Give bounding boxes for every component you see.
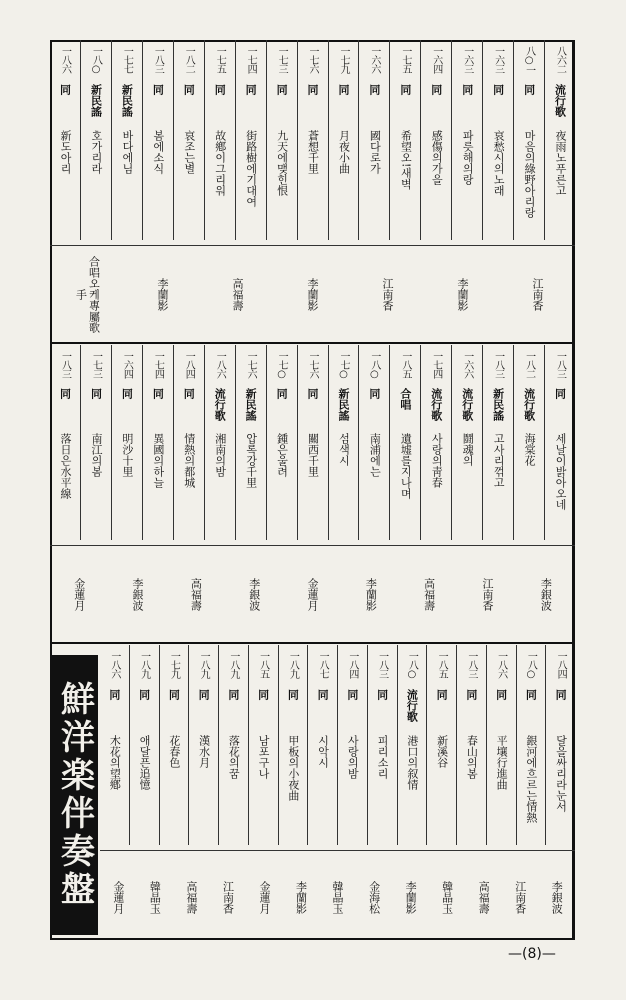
record-entry [307, 645, 337, 845]
artist-name: 李蘭影 [156, 278, 169, 311]
record-genre: 同 [429, 84, 443, 95]
section-title-block [52, 655, 98, 935]
record-number: 一七五 [214, 46, 226, 73]
record-genre: 同 [182, 387, 196, 399]
record-number: 一六三 [461, 46, 473, 73]
song-title: 夜雨노푸른고 [554, 130, 568, 196]
record-entry [129, 645, 159, 845]
artist-name: 高福壽 [184, 880, 198, 914]
song-title: 봄에소식 [151, 130, 165, 174]
artist-name: 韓晶玉 [148, 880, 162, 914]
song-title: 세날이밝아오네 [554, 432, 568, 510]
band-divider [50, 642, 575, 644]
record-entry [367, 645, 397, 845]
record-number: 一六四 [430, 46, 442, 73]
record-band-1 [50, 40, 575, 340]
record-number: 一八○ [406, 651, 418, 679]
record-entry [482, 40, 513, 240]
artist-name: 金蓮月 [306, 578, 320, 611]
song-title: 시악시 [316, 735, 330, 768]
record-genre: 同 [89, 387, 103, 399]
record-number: 一六三 [492, 46, 504, 73]
artist-name: 李蘭影 [306, 278, 319, 311]
record-number: 一七四 [430, 351, 442, 378]
record-number: 一七五 [399, 46, 411, 73]
record-number: 一八五 [257, 651, 269, 678]
song-title: 港口의叙情 [405, 735, 419, 790]
record-genre: 同 [197, 689, 211, 700]
record-genre: 同 [336, 84, 350, 95]
record-entry [111, 40, 142, 240]
record-number: 一七三 [90, 351, 102, 378]
record-entry [235, 345, 266, 540]
record-genre: 同 [367, 84, 381, 95]
record-number: 一八三 [376, 651, 388, 678]
song-title: 南江의봄 [89, 432, 103, 477]
record-number: 一八六 [108, 651, 120, 678]
record-number: 一七○ [276, 351, 288, 379]
record-entry [420, 345, 451, 540]
artist-name: 江南香 [513, 880, 527, 914]
record-number: 一八三 [465, 651, 477, 678]
record-entry [513, 40, 544, 240]
page-number: —(8)— [508, 946, 556, 962]
song-title: 달을싸리라눈서 [554, 735, 568, 812]
record-number: 一八四 [555, 651, 567, 678]
artist-name: 金蓮月 [257, 880, 271, 914]
record-number: 一八九 [138, 651, 150, 678]
record-entry [420, 40, 451, 240]
record-genre: 新民謠 [491, 387, 505, 421]
record-entry [328, 40, 359, 240]
song-title: 湘南의밤 [213, 432, 227, 477]
record-entry [297, 345, 328, 540]
record-number: 一七六 [245, 351, 257, 378]
artist-name: 高福壽 [231, 278, 244, 311]
song-title: 落日은水平線 [59, 432, 73, 499]
record-number: 八六二 [554, 46, 566, 73]
record-entry [248, 645, 278, 845]
record-genre: 同 [137, 689, 151, 700]
record-number: 一七六 [307, 46, 319, 73]
record-number: 一八七 [317, 651, 329, 678]
record-entry [204, 345, 235, 540]
song-title: 바다에님 [120, 130, 134, 174]
record-entry [100, 645, 129, 845]
artist-name: 韓晶玉 [440, 880, 454, 914]
record-entry [328, 345, 359, 540]
record-number: 一七九 [337, 46, 349, 73]
record-genre: 同 [306, 84, 320, 95]
song-title: 蒼想千里 [306, 130, 320, 174]
record-genre: 新民謠 [120, 84, 134, 117]
record-number: 一七七 [121, 46, 133, 73]
record-entry [545, 645, 575, 845]
artist-name: 高福壽 [477, 880, 491, 914]
record-genre: 同 [151, 84, 165, 95]
record-entry [426, 645, 456, 845]
record-number: 一八三 [152, 46, 164, 73]
record-entry [337, 645, 367, 845]
record-entry [278, 645, 308, 845]
artist-name: 江南香 [481, 578, 494, 611]
record-genre: 同 [286, 689, 300, 700]
song-title: 遺墟를지나며 [399, 432, 413, 499]
record-number: 一八六 [495, 651, 507, 678]
record-genre: 同 [524, 689, 538, 700]
artist-name: 李蘭影 [364, 578, 378, 611]
section-title: 鮮洋楽伴奏盤 [54, 681, 95, 909]
artist-name: 江南香 [381, 278, 394, 311]
record-entry [456, 645, 486, 845]
record-genre: 同 [398, 84, 412, 95]
record-entry [358, 345, 389, 540]
record-number: 一八六 [59, 46, 71, 73]
song-title: 마음의綠野아리랑 [523, 130, 537, 218]
artist-name: 江南香 [531, 278, 544, 311]
song-title: 感傷의가을 [430, 130, 444, 185]
record-genre: 同 [256, 689, 270, 700]
record-entry [544, 40, 575, 240]
song-title: 고사리꺾고 [492, 432, 506, 488]
song-title: 故鄕이그리워 [213, 130, 227, 196]
artist-name: 李銀波 [131, 578, 145, 611]
song-title: 春山의봄 [465, 735, 479, 779]
song-title: 애달픈追憶 [138, 735, 152, 790]
record-entry [80, 40, 111, 240]
record-entry [266, 345, 297, 540]
record-entry [389, 345, 420, 540]
record-number: 八○一 [523, 46, 535, 74]
record-entry [544, 345, 575, 540]
record-number: 一七六 [307, 351, 319, 378]
record-band-3 [100, 645, 575, 940]
record-genre: 新民謠 [244, 387, 258, 421]
record-number: 一六四 [121, 351, 133, 378]
song-title: 南浦에는 [368, 432, 382, 477]
song-title: 明沙十里 [120, 432, 134, 477]
artist-name: 高福壽 [422, 578, 436, 611]
record-genre: 新民謠 [336, 387, 350, 421]
record-genre: 流行歌 [405, 689, 419, 722]
song-title: 甲板의小夜曲 [286, 735, 300, 801]
song-title: 피리소리 [376, 735, 390, 779]
record-number: 一八九 [227, 651, 239, 678]
record-genre: 同 [120, 387, 134, 399]
song-title: 鍾은울려 [275, 432, 289, 477]
record-entry [266, 40, 297, 240]
song-title: 月夜小曲 [337, 130, 351, 174]
record-genre: 同 [316, 689, 330, 700]
record-genre: 同 [375, 689, 389, 700]
song-title: 漢水月 [197, 735, 211, 768]
song-title: 九天에맺힌恨 [275, 130, 289, 196]
song-title: 海棠花 [523, 432, 537, 466]
record-number: 一六六 [461, 351, 473, 378]
record-genre: 同 [182, 84, 196, 95]
record-genre: 同 [464, 689, 478, 700]
artist-name: 金蓮月 [111, 880, 125, 914]
record-entry [159, 645, 189, 845]
song-title: 파릇해의랑 [461, 130, 475, 185]
song-title: 新溪谷 [435, 735, 449, 768]
record-entry [451, 40, 482, 240]
song-title: 新도아리 [59, 130, 73, 174]
record-genre: 流行歌 [213, 387, 227, 421]
record-genre: 同 [554, 689, 568, 700]
record-number: 一八九 [287, 651, 299, 678]
record-genre: 同 [275, 387, 289, 399]
song-title: 木花의望鄕 [108, 735, 122, 790]
record-genre: 同 [460, 84, 474, 95]
record-number: 一八○ [90, 46, 102, 74]
song-title: 압록강千里 [244, 432, 258, 488]
record-genre: 同 [491, 84, 505, 95]
record-entry [516, 645, 546, 845]
record-genre: 同 [244, 84, 258, 95]
song-title: 異國의하늘 [151, 432, 165, 488]
record-number: 一八○ [525, 651, 537, 679]
record-genre: 流行歌 [522, 387, 536, 421]
record-number: 一八二 [183, 46, 195, 73]
record-entry [513, 345, 544, 540]
record-entry [486, 645, 516, 845]
record-entry [451, 345, 482, 540]
record-genre: 流行歌 [429, 387, 443, 421]
record-entry [235, 40, 266, 240]
song-title: 落花의꿈 [227, 735, 241, 779]
song-title: 國다로가 [368, 130, 382, 174]
artist-name: 李銀波 [247, 578, 261, 611]
record-number: 一八二 [523, 351, 535, 378]
record-entry [218, 645, 248, 845]
record-number: 一八○ [368, 351, 380, 379]
record-genre: 同 [58, 387, 72, 399]
record-genre: 同 [522, 84, 536, 95]
record-genre: 流行歌 [460, 387, 474, 421]
song-title: 平壤行進曲 [495, 735, 509, 790]
record-number: 一八六 [214, 351, 226, 378]
record-entry [204, 40, 235, 240]
song-title: 섬색시 [337, 432, 351, 466]
artist-name: 李銀波 [550, 880, 564, 914]
record-number: 一七三 [276, 46, 288, 73]
artist-name: 李銀波 [539, 578, 553, 611]
record-genre: 同 [494, 689, 508, 700]
record-entry [142, 40, 173, 240]
artist-name: 李蘭影 [294, 880, 308, 914]
record-genre: 同 [58, 84, 72, 95]
artist-name: 李蘭影 [456, 278, 469, 311]
record-entry [50, 345, 80, 540]
record-number: 一七九 [168, 651, 180, 678]
artist-name: 金海松 [367, 880, 381, 914]
record-genre: 同 [275, 84, 289, 95]
song-title: 街路樹에기대여 [244, 130, 258, 207]
song-title: 사랑의靑春 [430, 432, 444, 488]
record-entry [397, 645, 427, 845]
artist-name: 江南香 [221, 880, 235, 914]
artist-name: 韓晶玉 [331, 880, 345, 914]
song-title: 鬪魂의 [461, 432, 475, 466]
artist-name: 高福壽 [189, 578, 203, 611]
record-number: 一七四 [245, 46, 257, 73]
record-genre: 合唱 [398, 387, 412, 410]
artist-name: 合唱오케專屬歌手 [74, 256, 101, 333]
record-number: 一八九 [198, 651, 210, 678]
record-entry [482, 345, 513, 540]
record-number: 一八四 [183, 351, 195, 378]
record-entry [80, 345, 111, 540]
record-entry [173, 345, 204, 540]
record-number: 一八三 [554, 351, 566, 378]
record-genre: 新民謠 [89, 84, 103, 117]
record-number: 一八四 [346, 651, 358, 678]
record-number: 一六六 [368, 46, 380, 73]
record-entry [188, 645, 218, 845]
record-genre: 同 [435, 689, 449, 700]
song-title: 哀조는별 [182, 130, 196, 174]
song-title: 情熱의都城 [182, 432, 196, 488]
artist-name: 李蘭影 [404, 880, 418, 914]
song-title: 사랑의밤 [346, 735, 360, 779]
record-genre: 同 [167, 689, 181, 700]
record-number: 一八三 [59, 351, 71, 378]
record-entry [297, 40, 328, 240]
record-entry [111, 345, 142, 540]
record-number: 一七四 [152, 351, 164, 378]
record-number: 一八五 [436, 651, 448, 678]
record-number: 一八三 [492, 351, 504, 378]
record-genre: 流行歌 [553, 84, 567, 117]
record-genre: 同 [107, 689, 121, 700]
record-entry [389, 40, 420, 240]
record-number: 一七○ [337, 351, 349, 379]
song-title: 關西千里 [306, 432, 320, 477]
record-genre: 同 [345, 689, 359, 700]
record-entry [50, 40, 80, 240]
record-genre: 同 [226, 689, 240, 700]
song-title: 남포구나 [257, 735, 271, 779]
artist-name: 金蓮月 [72, 578, 86, 611]
record-genre: 同 [213, 84, 227, 95]
record-genre: 同 [151, 387, 165, 399]
song-title: 호가리라 [89, 130, 103, 174]
record-entry [358, 40, 389, 240]
band-divider [50, 342, 575, 344]
record-band-2 [50, 345, 575, 640]
song-title: 哀愁시의노래 [492, 130, 506, 196]
song-title: 希望오!새벽 [399, 130, 413, 190]
song-title: 花春色 [167, 735, 181, 768]
record-genre: 同 [553, 387, 567, 399]
record-genre: 同 [306, 387, 320, 399]
record-entry [173, 40, 204, 240]
record-entry [142, 345, 173, 540]
record-genre: 同 [367, 387, 381, 399]
record-number: 一八五 [399, 351, 411, 378]
song-title: 銀河에흐르는情熱 [524, 735, 538, 823]
